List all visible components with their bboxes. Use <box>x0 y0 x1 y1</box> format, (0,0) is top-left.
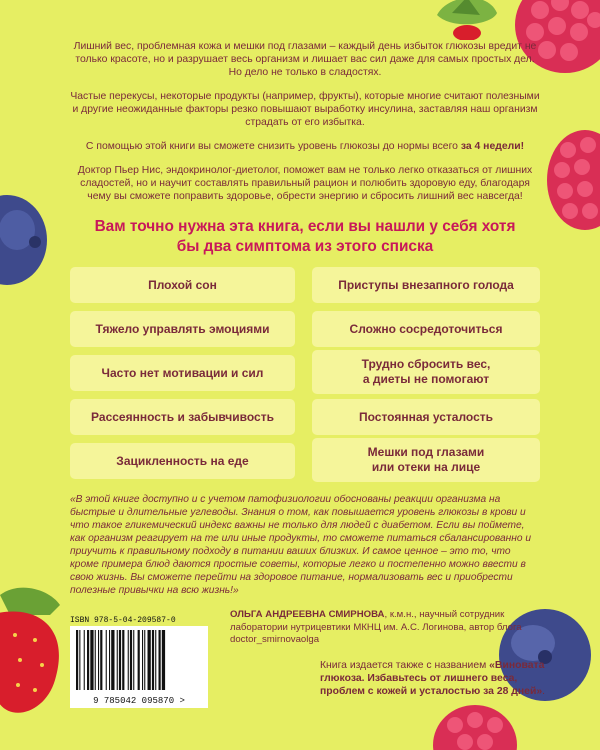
symptom-card: Трудно сбросить вес, а диеты не помогают <box>312 350 540 394</box>
intro-paragraph-4: Доктор Пьер Нис, эндокринолог-диетолог, поможет вам не только легко отказаться от лишних сладостей, но и научит составлять правильный рацион и полюбить здоровую еду, благодаря чему вы сможете поправить здоровье, обрести энергию и сбросить лишний вес навсегда! <box>77 165 533 202</box>
intro-paragraph-2: Частые перекусы, некоторые продукты (например, фрукты), которые многие считают полезными и другие неожиданные факторы резко повышают выработку инсулина, заставляя наш организм страдать от его избытка. <box>70 91 540 128</box>
author-title: , к.м.н., научный сотрудник лаборатории нутрицевтики МКНЦ им. А.С. Логинова, автор блога doctor_smirnovaolga <box>230 609 522 645</box>
headline-line-1: Вам точно нужна эта книга, если вы нашли у себя хотя <box>94 218 516 235</box>
alternate-title-note: Книга издается также с названием «Виновата глюкоза. Избавьтесь от лишнего веса, проблем с кожей и усталостью за 28 дней». <box>320 660 546 697</box>
symptom-card: Зацикленность на еде <box>70 443 295 479</box>
expert-quote: «В этой книге доступно и с учетом патофизиологии обоснованы реакции организма на быстрые и длительные углеводы. Знания о том, как повышается уровень глюкозы в крови и что такое гликемический индекс важны не только для людей с диабетом. Если вы поймете, как организм реагирует на те или иные продукты, то сможете питаться сбалансированно и приучить к правильному подходу в питании ваших близких. И самое ценное – это то, что кроме примера блюд даются простые советы, которые легко и постепенно можно ввести в свою жизнь. Вы сможете перейти на здоровое питание, нормализовать вес и приобрести полезные привычки на всю жизнь!» <box>70 494 532 596</box>
intro-paragraph-1: Лишний вес, проблемная кожа и мешки под глазами – каждый день избыток глюкозы вредит не только красоте, но и разрушает весь организм и лишает вас сил даже для самых простых дел. Но дело не только в сладостях. <box>73 41 537 78</box>
symptom-card: Тяжело управлять эмоциями <box>70 311 295 347</box>
symptom-card: Постоянная усталость <box>312 399 540 435</box>
symptom-card: Часто нет мотивации и сил <box>70 355 295 391</box>
barcode <box>70 626 208 708</box>
symptom-card: Рассеянность и забывчивость <box>70 399 295 435</box>
headline-line-2: бы два симптома из этого списка <box>176 238 434 255</box>
barcode-bars-image <box>70 626 208 694</box>
symptom-card: Плохой сон <box>70 267 295 303</box>
isbn-label: ISBN 978-5-04-209587-0 <box>70 616 176 625</box>
raspberry-bottom-image <box>430 700 520 750</box>
intro-paragraph-3: С помощью этой книги вы сможете снизить уровень глюкозы до нормы всего за 4 недели! <box>85 141 525 152</box>
quote-author <box>230 609 550 647</box>
symptom-card: Сложно сосредоточиться <box>312 311 540 347</box>
blueberry-left-image <box>0 190 55 290</box>
symptoms-headline <box>70 217 540 257</box>
symptom-card: Приступы внезапного голода <box>312 267 540 303</box>
strawberry-top-image <box>432 0 502 40</box>
raspberry-right-middle-image <box>540 125 600 235</box>
barcode-number: 9 785042 095870 > <box>93 696 185 706</box>
symptom-card: Мешки под глазами или отеки на лице <box>312 438 540 482</box>
strawberry-bottom-left-image <box>0 585 70 725</box>
author-name: ОЛЬГА АНДРЕЕВНА СМИРНОВА <box>230 609 385 620</box>
intro-text <box>70 40 540 214</box>
